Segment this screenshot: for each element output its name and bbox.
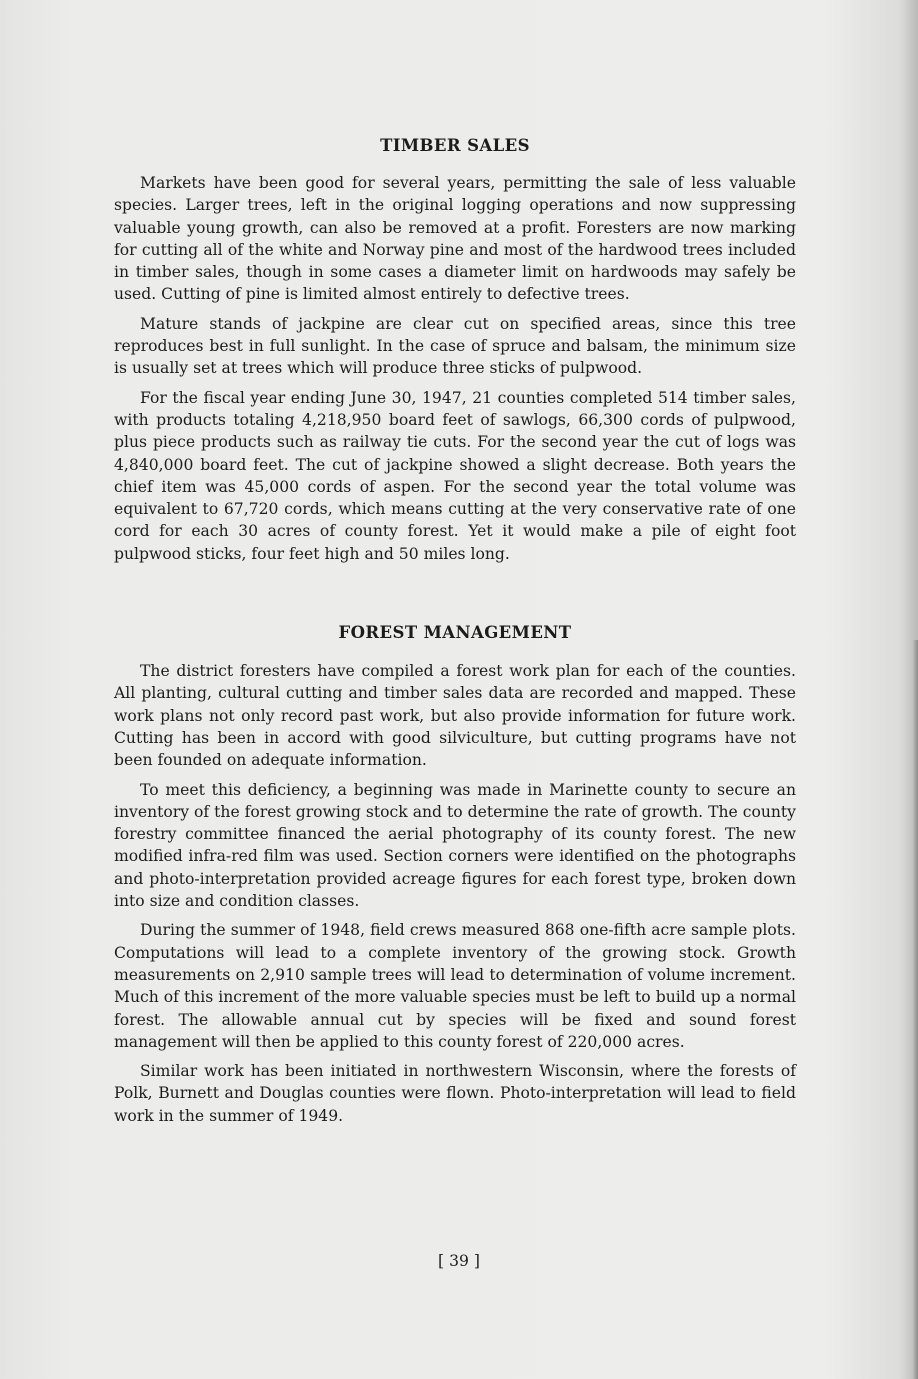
page-number: [ 39 ]: [438, 1252, 480, 1270]
timber-sales-paragraph-1: Markets have been good for several years, permitting the sale of less valuable species. Larger trees, left in the original logging operations and now suppressing valuable young growth, can also be removed at a profit. Foresters are now marking for cutting all of the white and Norway pine and most of the hardwood trees included in timber sales, though in some cases a diameter limit on hardwoods may safely be used. Cutting of pine is limited almost entirely to defective trees.: [114, 174, 796, 304]
timber-sales-paragraph-2: Mature stands of jackpine are clear cut on specified areas, since this tree reproduces best in full sunlight. In the case of spruce and balsam, the minimum size is usually set at trees which will produce three sticks of pulpwood.: [114, 314, 796, 378]
forest-management-paragraph-3: During the summer of 1948, field crews measured 868 one-fifth acre sample plots. Computations will lead to a complete inventory of the growing stock. Growth measurements on 2,910 sample trees will lead to determination of volume increment. Much of this increment of the more valuable species must be left to build up a normal forest. The allowable annual cut by species will be fixed and sound forest management will then be applied to this county forest of 220,000 acres.: [114, 921, 796, 1051]
forest-management-paragraph-4: Similar work has been initiated in northwestern Wisconsin, where the forests of Polk, Burnett and Douglas counties were flown. Photo-interpretation will lead to field work in the summer of 1949.: [114, 1062, 796, 1125]
document-body: [114, 136, 796, 1134]
timber-sales-paragraph-3: For the fiscal year ending June 30, 1947, 21 counties completed 514 timber sales, with products totaling 4,218,950 board feet of sawlogs, 66,300 cords of pulpwood, plus piece products such as railway tie cuts. For the second year the cut of logs was 4,840,000 board feet. The cut of jackpine showed a slight decrease. Both years the chief item was 45,000 cords of aspen. For the second year the total volume was equivalent to 67,720 cords, which means cutting at the very conservative rate of one cord for each 30 acres of county forest. Yet it would make a pile of eight foot pulpwood sticks, four feet high and 50 miles long.: [114, 388, 796, 563]
forest-management-paragraph-1: The district foresters have compiled a forest work plan for each of the counties. All planting, cultural cutting and timber sales data are recorded and mapped. These work plans not only record past work, but also provide information for future work. Cutting has been in accord with good silviculture, but cutting programs have not been founded on adequate information.: [114, 662, 796, 770]
forest-management-paragraph-2: To meet this deficiency, a beginning was made in Marinette county to secure an inventory of the forest growing stock and to determine the rate of growth. The county forestry committee financed the aerial photography of its county forest. The new modified infra-red film was used. Section corners were identified on the photographs and photo-interpretation provided acreage figures for each forest type, broken down into size and condition classes.: [114, 780, 796, 911]
heading-forest-management: FOREST MANAGEMENT: [338, 623, 572, 643]
heading-timber-sales: TIMBER SALES: [380, 136, 530, 155]
